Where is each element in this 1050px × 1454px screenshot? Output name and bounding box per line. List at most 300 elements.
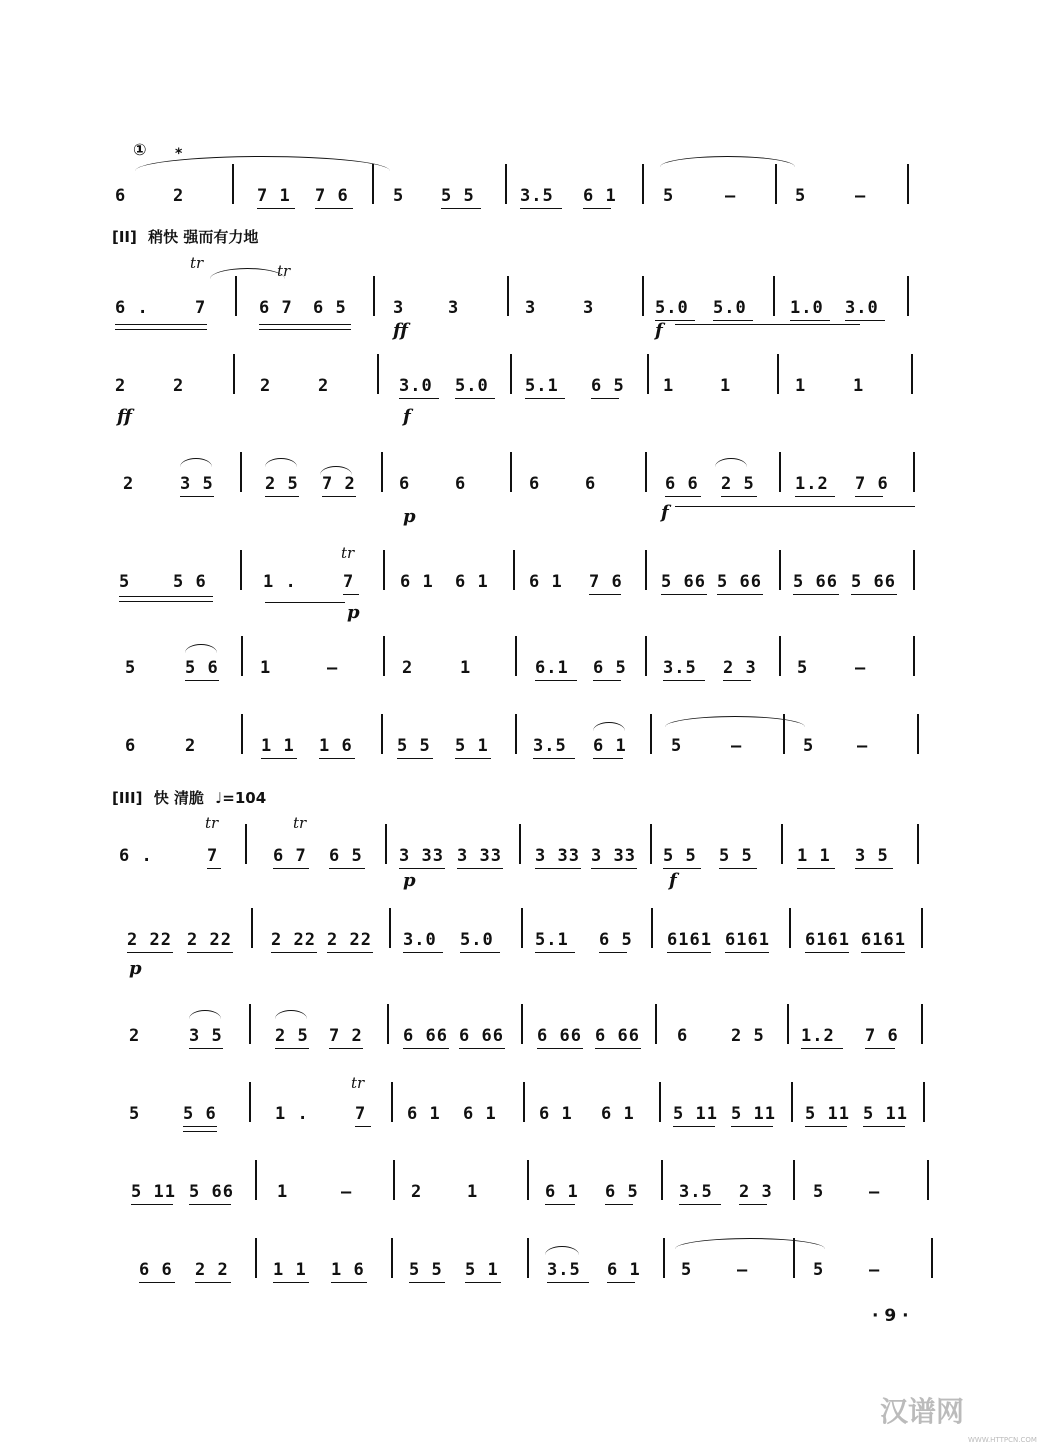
note: 5 [795,186,807,206]
barline [383,636,385,676]
underline [739,1204,767,1205]
page-number: · 9 · [872,1306,909,1326]
underline [327,952,373,953]
note: 5 [663,186,675,206]
note: 1 1 [261,736,295,756]
note: 7 [343,572,355,592]
note: 5.1 [535,930,569,950]
note: – [855,186,867,206]
note: 6 5 [329,846,363,866]
barline [921,1004,923,1044]
note: 2 [129,1026,141,1046]
note: 7 6 [855,474,889,494]
note: 1.0 [790,298,824,318]
slur [715,458,747,467]
barline [521,1004,523,1044]
note: 2 22 [327,930,372,950]
barline [391,1238,393,1278]
note: 6 5 [599,930,633,950]
note: 6 7 [259,298,293,318]
underline [593,758,623,759]
note: 6 1 [545,1182,579,1202]
note: 3.0 [845,298,879,318]
measures [115,1026,925,1056]
note: 1 [277,1182,289,1202]
note: 6 5 [605,1182,639,1202]
barline [777,354,779,394]
note: – [737,1260,749,1280]
note: 3 [393,298,405,318]
barline [381,714,383,754]
note: 5 [393,186,405,206]
note: 3 5 [855,846,889,866]
section-text: 稍快 强而有力地 [148,228,259,246]
measures [115,1104,925,1134]
barline [651,908,653,948]
note: 6 . [119,846,153,866]
slur [545,1246,579,1255]
underline [721,496,757,497]
note: 5 66 [793,572,838,592]
barline [787,1004,789,1044]
watermark-logo: 汉谱网 [880,1395,965,1428]
barline [249,1082,251,1122]
slur [275,1010,307,1019]
section-text: 快 清脆 [153,789,204,807]
trill-mark: tr [341,544,355,562]
note: 6 1 [607,1260,641,1280]
note: 5 11 [131,1182,176,1202]
underline [195,1282,231,1283]
barline [650,714,652,754]
underline [663,868,701,869]
barline [661,1160,663,1200]
note: 6 5 [313,298,347,318]
underline [355,1126,371,1127]
barline [647,354,649,394]
measures [115,298,925,328]
underline [403,1048,449,1049]
note: 7 6 [315,186,349,206]
underline [455,398,495,399]
barline [773,276,775,316]
note: 5 [813,1182,825,1202]
note: 5 11 [805,1104,850,1124]
barline [241,714,243,754]
note: 6 [399,474,411,494]
note: 3.5 [679,1182,713,1202]
note: 2 [402,658,414,678]
note: 1 . [263,572,297,592]
dynamic-mark: f [655,320,663,341]
note: 7 2 [329,1026,363,1046]
note: 6 [585,474,597,494]
barline [793,1238,795,1278]
note: 5.1 [525,376,559,396]
note: 6 1 [455,572,489,592]
barline [255,1160,257,1200]
note: 5 [129,1104,141,1124]
note: 6 5 [591,376,625,396]
note: 6 1 [593,736,627,756]
underline [533,758,575,759]
note: 2 2 [195,1260,229,1280]
underline [667,952,711,953]
barline [779,452,781,492]
note: 5 6 [183,1104,217,1124]
note: 5 [119,572,131,592]
note: 7 6 [589,572,623,592]
underline [185,680,219,681]
note: 5 66 [661,572,706,592]
underline [790,320,830,321]
underline [795,496,835,497]
note: 5 66 [851,572,896,592]
barline [235,276,237,316]
note: 1.2 [801,1026,835,1046]
barline [381,452,383,492]
measures [115,376,925,406]
note: 1 [467,1182,479,1202]
barline [645,636,647,676]
note: 2 [411,1182,423,1202]
barline [385,824,387,864]
section-heading-3 [112,787,272,808]
slur [593,722,625,731]
slur [675,1238,825,1249]
measures [115,474,925,504]
measures [115,1260,925,1290]
note: 5 6 [185,658,219,678]
barline [241,636,243,676]
note: 3 [448,298,460,318]
barline [240,550,242,590]
underline [119,601,213,602]
note: 5.0 [655,298,689,318]
note: 1 1 [797,846,831,866]
dynamic-mark: p [403,506,416,527]
underline [271,952,317,953]
underline [459,1048,505,1049]
underline [183,1131,217,1132]
underline [589,594,621,595]
barline [510,452,512,492]
underline [535,868,581,869]
barline [515,714,517,754]
dynamic-mark: ff [393,320,408,341]
underline [343,594,359,595]
dynamic-mark: p [129,958,142,979]
underline [131,1204,173,1205]
note: 3 33 [535,846,580,866]
underline [180,496,214,497]
underline [545,1204,575,1205]
underline [319,758,355,759]
underline [441,208,481,209]
dynamic-mark: p [403,870,416,891]
note: 3 [525,298,537,318]
barline [923,1082,925,1122]
underline [189,1048,223,1049]
note: 1 1 [273,1260,307,1280]
note: 5 6 [173,572,207,592]
note: 7 6 [865,1026,899,1046]
note: 5 [681,1260,693,1280]
note: 6 1 [539,1104,573,1124]
note: 6 6 [139,1260,173,1280]
note: 6 [677,1026,689,1046]
note: 6 [125,736,137,756]
barline [931,1238,933,1278]
underline [189,1204,231,1205]
note: 1 [260,658,272,678]
note: 5 5 [441,186,475,206]
barline [527,1160,529,1200]
underline [535,952,575,953]
underline [673,1126,715,1127]
note: 3 [583,298,595,318]
note: 6 66 [537,1026,582,1046]
note: 5 [813,1260,825,1280]
underline [119,596,213,597]
barline [389,908,391,948]
underline [665,496,701,497]
crescendo-line [675,324,860,325]
note: 5 11 [863,1104,908,1124]
underline [719,868,757,869]
section-label: [III] [112,789,143,807]
barline [391,1082,393,1122]
note: 6 1 [601,1104,635,1124]
underline [717,594,763,595]
barline [642,164,644,204]
note: 6 66 [403,1026,448,1046]
barline [393,1160,395,1200]
note: 2 5 [731,1026,765,1046]
note: 6 66 [459,1026,504,1046]
tempo-mark: ♩=104 [215,789,267,807]
note: 6161 [861,930,906,950]
barline [663,1238,665,1278]
barline [783,714,785,754]
note: 1 [460,658,472,678]
note: – [731,736,743,756]
note: 1 6 [331,1260,365,1280]
barline [515,636,517,676]
barline [513,550,515,590]
barline [507,276,509,316]
underline [865,1048,895,1049]
underline [797,868,835,869]
note: 6 [115,186,127,206]
note: 5 5 [409,1260,443,1280]
barline [913,550,915,590]
measures [115,930,925,960]
note: 1 [853,376,865,396]
slur [135,156,390,171]
barline [917,714,919,754]
measures [115,572,925,602]
slur [185,644,217,653]
note: 3 5 [189,1026,223,1046]
underline [591,398,619,399]
trill-mark: tr [351,1074,365,1092]
barline [907,164,909,204]
slur [265,458,297,467]
underline [537,1048,583,1049]
barline [527,1238,529,1278]
note: 5 [803,736,815,756]
barline [387,1004,389,1044]
underline [599,952,627,953]
note: 7 [195,298,207,318]
note: 3.5 [520,186,554,206]
underline [679,1204,721,1205]
note: 5 1 [455,736,489,756]
barline [789,908,791,948]
underline [183,1126,217,1127]
note: 2 [115,376,127,396]
note: 2 22 [271,930,316,950]
note: 3 33 [457,846,502,866]
note: 5 [125,658,137,678]
underline [583,208,611,209]
dynamic-mark: ff [117,406,132,427]
measures [115,846,925,876]
underline [861,952,905,953]
note: – [857,736,869,756]
note: 5 5 [719,846,753,866]
section-heading-2 [112,226,264,247]
barline [775,164,777,204]
barline [645,452,647,492]
barline [793,1160,795,1200]
note: 2 [123,474,135,494]
measures [115,658,925,688]
underline [855,496,883,497]
underline [115,329,207,330]
underline [465,1282,501,1283]
star-mark: * [175,146,183,162]
barline [913,452,915,492]
barline [791,1082,793,1122]
barline [240,452,242,492]
note: – [725,186,737,206]
underline [547,1282,589,1283]
underline [605,1204,633,1205]
underline [315,208,353,209]
note: 6 5 [593,658,627,678]
underline [259,329,351,330]
note: 6 . [115,298,149,318]
note: 3 33 [591,846,636,866]
slur [189,1010,221,1019]
dynamic-mark: f [669,870,677,891]
dynamic-mark: f [661,502,669,523]
note: 6 66 [595,1026,640,1046]
underline [259,324,351,325]
note: 1.2 [795,474,829,494]
barline [917,824,919,864]
barline [372,164,374,204]
barline [921,908,923,948]
note: 2 22 [187,930,232,950]
barline [650,824,652,864]
underline [731,1126,773,1127]
trill-mark: tr [277,262,291,280]
underline [322,496,356,497]
note: 5 1 [465,1260,499,1280]
underline [855,868,893,869]
note: 6161 [725,930,770,950]
barline [779,636,781,676]
barline [255,1238,257,1278]
barline [510,354,512,394]
underline [275,1048,309,1049]
underline [403,952,443,953]
underline [723,680,751,681]
note: 6 1 [583,186,617,206]
barline [927,1160,929,1200]
barline [645,550,647,590]
underline [261,758,297,759]
underline [273,1282,309,1283]
note: – [869,1260,881,1280]
note: 3.5 [547,1260,581,1280]
measures [115,1182,925,1212]
note: 5 66 [717,572,762,592]
note: – [855,658,867,678]
underline [525,398,565,399]
note: 5 11 [731,1104,776,1124]
underline [851,594,897,595]
note: 5 [671,736,683,756]
dynamic-mark: p [347,602,360,623]
dynamic-mark: f [403,406,411,427]
underline [805,1126,847,1127]
underline [139,1282,175,1283]
trill-mark: tr [293,814,307,832]
barline [505,164,507,204]
underline [457,868,503,869]
underline [607,1282,635,1283]
note: 6161 [805,930,850,950]
underline [713,320,753,321]
note: 6 6 [665,474,699,494]
diminuendo-line [265,602,345,603]
note: 3 5 [180,474,214,494]
measures [115,736,925,766]
slur [210,268,285,279]
barline [232,164,234,204]
underline [591,868,637,869]
underline [863,1126,905,1127]
note: 6 1 [463,1104,497,1124]
underline [520,208,562,209]
underline [805,952,849,953]
note: 3.0 [399,376,433,396]
note: 6161 [667,930,712,950]
underline [595,1048,641,1049]
underline [273,868,309,869]
barline [523,1082,525,1122]
note: 1 [720,376,732,396]
note: 2 [173,376,185,396]
underline [127,952,173,953]
underline [725,952,769,953]
note: 6 1 [529,572,563,592]
measures [115,186,925,216]
